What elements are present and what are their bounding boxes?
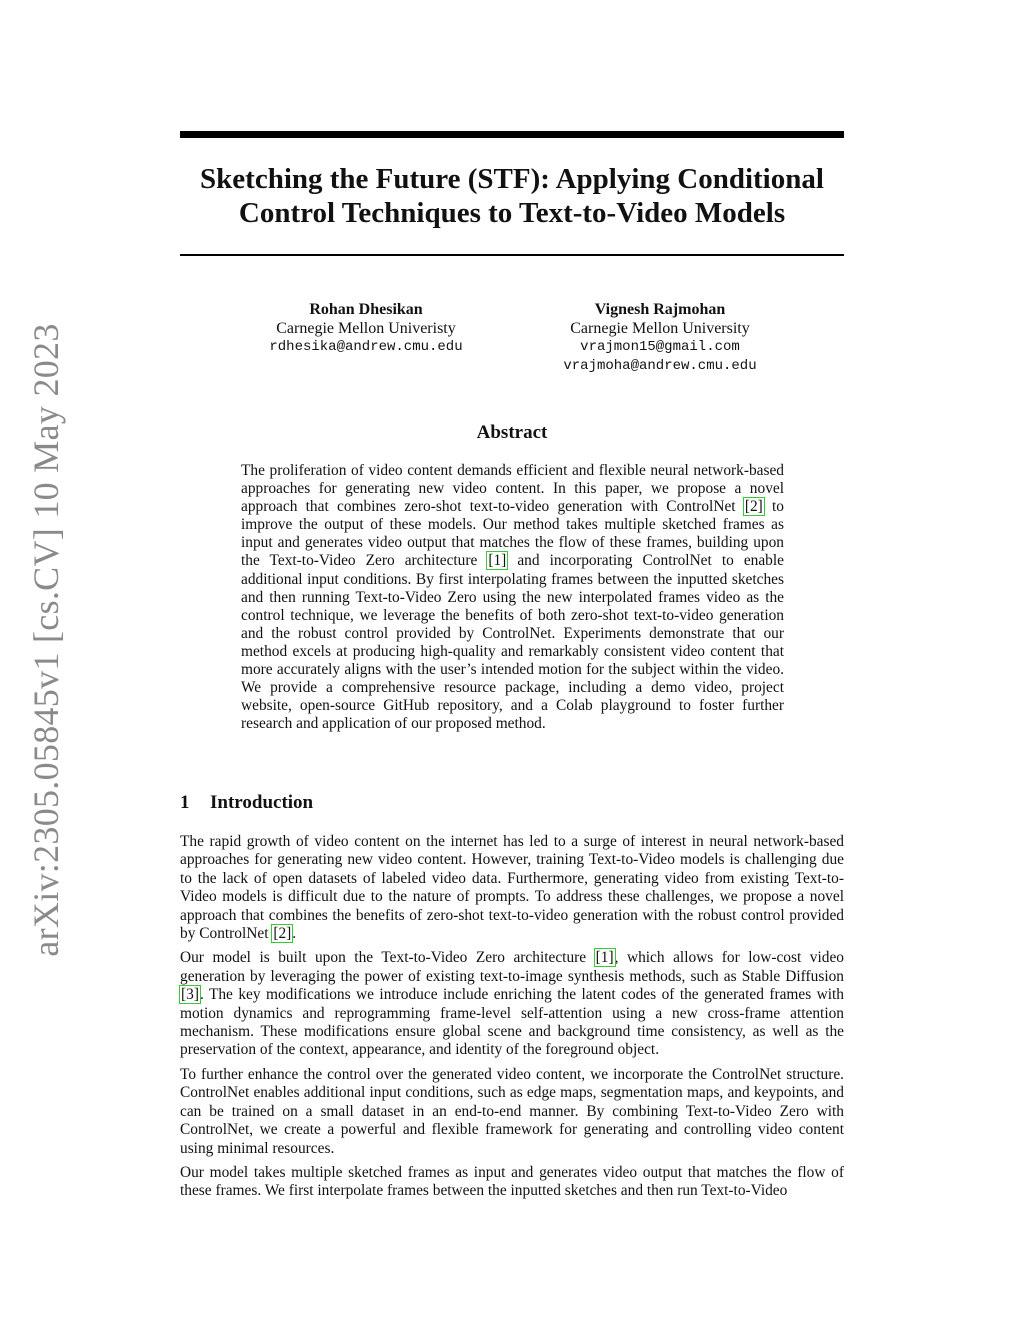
- abstract-text-part: The proliferation of video content demands efficient and flexible neural network-based approaches for generating new video content. In this paper, we propose a novel approach that combines zero-shot text-to-video generation with ControlNet: [241, 462, 784, 516]
- citation-link[interactable]: [3]: [181, 986, 199, 1004]
- citation-link[interactable]: [1]: [488, 552, 507, 570]
- section-number: 1: [180, 792, 190, 813]
- intro-paragraph-4: Our model takes multiple sketched frames as input and generates video output that matches the flow of these frames. We first interpolate frames between the inputted sketches and then run Text-to-Video: [180, 1163, 844, 1200]
- author-affiliation: Carnegie Mellon University: [570, 320, 750, 337]
- arxiv-watermark: arXiv:2305.05845v1 [cs.CV] 10 May 2023: [26, 323, 66, 957]
- intro-paragraph-1: [180, 833, 844, 943]
- author-affiliation: Carnegie Mellon Univeristy: [276, 320, 456, 337]
- title-top-rule: [180, 131, 844, 138]
- abstract-text-part: to improve the output of these models. Our method takes multiple sketched frames as input and generates video output that matches the flow of these frames, building upon the Text-to-Video Zero architecture: [241, 498, 784, 570]
- intro-paragraph-2: [180, 949, 844, 1059]
- author-name: Rohan Dhesikan: [309, 301, 423, 318]
- title-line-1: Sketching the Future (STF): Applying Conditional: [200, 163, 824, 195]
- paragraph-text: .: [292, 925, 297, 943]
- abstract-heading: Abstract: [476, 422, 548, 443]
- author-email[interactable]: rdhesika@andrew.cmu.edu: [269, 339, 463, 355]
- abstract-text: [241, 462, 784, 733]
- paragraph-text: The rapid growth of video content on the internet has led to a surge of interest in neural network-based approaches for generating new video content. However, training Text-to-Video models is challenging due to the lack of open datasets of labeled video data. Furthermore, generating video from existing Text-to-Video models is difficult due to the nature of prompts. To address these challenges, we propose a novel approach that combines the benefits of zero-shot text-to-video generation with the robust control provided by ControlNet: [180, 833, 844, 943]
- paragraph-text: Our model is built upon the Text-to-Video Zero architecture: [180, 949, 595, 967]
- title-bottom-rule: [180, 254, 844, 256]
- citation-link[interactable]: [1]: [595, 949, 614, 967]
- author-email[interactable]: vrajmon15@gmail.com: [580, 339, 740, 355]
- intro-paragraph-3: To further enhance the control over the generated video content, we incorporate the ControlNet structure. ControlNet enables additional input conditions, such as edge maps, segmentation maps, and keypoints, and can be trained on a small dataset in an end-to-end manner. By combining Text-to-Video Zero with ControlNet, we create a powerful and flexible framework for generating and controlling video content using minimal resources.: [180, 1065, 844, 1157]
- abstract-text-part: and incorporating ControlNet to enable additional input conditions. By first interpolating frames between the inputted sketches and then running Text-to-Video Zero using the new interpolated frames video as the control technique, we leverage the benefits of both zero-shot text-to-video generation and the robust control provided by ControlNet. Experiments demonstrate that our method excels at producing high-quality and remarkably consistent video content that more accurately aligns with the user’s intended motion for the subject within the video. We provide a comprehensive resource package, including a demo video, project website, open-source GitHub repository, and a Colab playground to foster further research and application of our proposed method.: [241, 552, 784, 733]
- author-email[interactable]: vrajmoha@andrew.cmu.edu: [563, 358, 757, 374]
- section-title: Introduction: [210, 792, 314, 813]
- section-heading-introduction: [180, 791, 313, 815]
- citation-link[interactable]: [2]: [744, 498, 763, 516]
- title-line-2: Control Techniques to Text-to-Video Models: [238, 197, 786, 229]
- author-block-1: [256, 300, 476, 357]
- paragraph-text: , which allows for low-cost video generation by leveraging the power of existing text-to-image synthesis methods, such as Stable Diffusion: [180, 949, 844, 985]
- introduction-body: [180, 833, 844, 1207]
- paper-title: [180, 162, 844, 230]
- paragraph-text: . The key modifications we introduce include enriching the latent codes of the generated frames with motion dynamics and reprogramming frame-level self-attention using a new cross-frame attention mechanism. These modifications ensure global scene and background time consistency, as well as the preservation of the context, appearance, and identity of the foreground object.: [180, 986, 844, 1059]
- author-name: Vignesh Rajmohan: [594, 301, 726, 318]
- citation-link[interactable]: [2]: [273, 925, 292, 943]
- author-block-2: [540, 300, 780, 376]
